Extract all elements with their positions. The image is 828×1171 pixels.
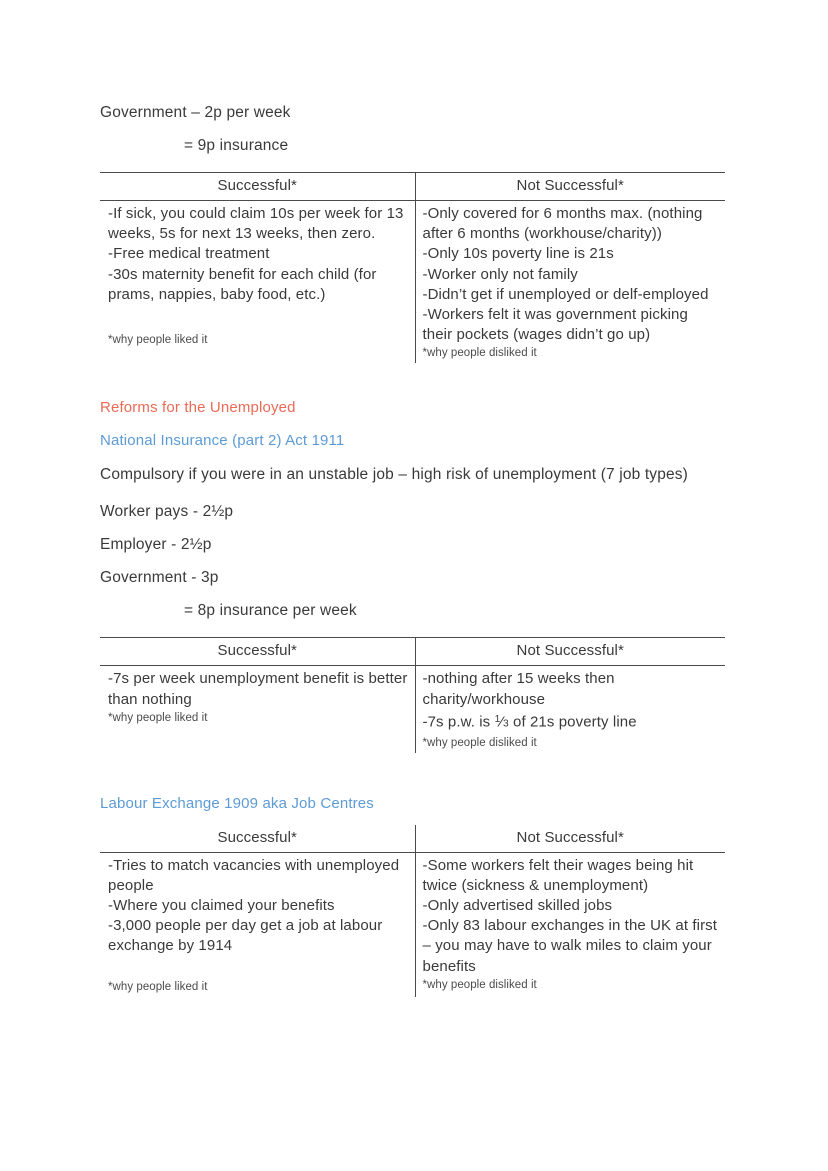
fraction-prefix: -7s p.w. is [422,713,495,731]
not-successful-cell [415,852,725,997]
list-item: -Only covered for 6 months max. (nothing after 6 months (workhouse/charity)) [422,205,707,243]
footnote-disliked: *why people disliked it [422,736,537,749]
list-item: -Some workers felt their wages being hit twice (sickness & unemployment) [422,856,698,894]
list-item: -Tries to match vacancies with unemployed people [108,856,404,894]
fraction-denominator: 3 [502,718,509,730]
spacer [100,162,728,172]
table-row [100,201,725,364]
footnote-liked: *why people liked it [108,334,208,347]
worker-contribution-line: Worker pays - 2½p [100,503,234,521]
fraction-suffix: of 21s poverty line [508,713,637,731]
not-successful-cell [415,666,725,753]
list-item: -nothing after 15 weeks then charity/workhouse [422,670,619,708]
table-header-not-successful: Not Successful* [415,825,725,853]
list-item: -30s maternity benefit for each child (for prams, nappies, baby food, etc.) [108,265,381,303]
list-item: -7s per week unemployment benefit is better than nothing [108,670,412,708]
spacer [100,753,728,783]
government-contribution-line-2: Government - 3p [100,569,219,587]
table-header-successful: Successful* [100,173,415,201]
table-header-row [100,825,725,853]
table-header-row [100,173,725,201]
unemployment-insurance-total-line: = 8p insurance per week [184,602,357,620]
health-insurance-table [100,172,725,363]
labour-exchange-table [100,825,725,997]
footnote-disliked: *why people disliked it [422,347,537,360]
spacer [100,363,728,393]
successful-cell [100,201,415,364]
fraction-numerator: 1 [494,713,501,725]
health-insurance-total-line: = 9p insurance [184,137,289,154]
successful-bullet-list [108,856,409,957]
not-successful-bullet-list [423,669,720,734]
table-row [100,852,725,997]
successful-bullet-list [108,204,409,305]
list-item: -Where you claimed your benefits [108,896,335,914]
list-item: -Only advertised skilled jobs [422,896,613,914]
not-successful-cell [415,201,725,364]
not-successful-bullet-list [423,204,720,345]
table-header-successful: Successful* [100,825,415,853]
list-item: -Workers felt it was government picking their pockets (wages didn’t go up) [422,306,693,344]
subsection-heading-national-insurance-part2: National Insurance (part 2) Act 1911 [100,432,345,450]
table-header-not-successful: Not Successful* [415,173,725,201]
list-item: -3,000 people per day get a job at labour exchange by 1914 [108,917,387,955]
list-item: -Worker only not family [422,265,578,283]
footnote-liked: *why people liked it [108,980,208,993]
subsection-heading-labour-exchange: Labour Exchange 1909 aka Job Centres [100,794,374,812]
list-item: -Didn’t get if unemployed or delf-employed [422,285,709,303]
table-header-successful: Successful* [100,638,415,666]
spacer [100,627,728,637]
list-item: -Only 83 labour exchanges in the UK at first – you may have to walk miles to claim your benefits [422,917,722,975]
unemployment-intro-text: Compulsory if you were in an unstable job – high risk of unemployment (7 job types) [100,466,688,484]
table-header-not-successful: Not Successful* [415,638,725,666]
list-item: -Only 10s poverty line is 21s [422,245,614,263]
footnote-disliked: *why people disliked it [422,978,537,991]
employer-contribution-line: Employer - 2½p [100,536,212,554]
list-item: -If sick, you could claim 10s per week for 13 weeks, 5s for next 13 weeks, then zero. [108,205,408,243]
footnote-liked: *why people liked it [108,711,208,724]
successful-bullet-list [108,669,412,709]
unemployment-insurance-table [100,637,725,752]
section-heading-unemployed: Reforms for the Unemployed [100,399,296,417]
list-item-fraction: -7s p.w. is $^1⁄_3$ of 21s poverty line [422,713,637,731]
list-item: -Free medical treatment [108,245,270,263]
successful-cell [100,666,415,753]
table-header-row [100,638,725,666]
not-successful-bullet-list [423,856,720,977]
table-row [100,666,725,753]
government-contribution-line: Government – 2p per week [100,104,291,121]
successful-cell [100,852,415,997]
